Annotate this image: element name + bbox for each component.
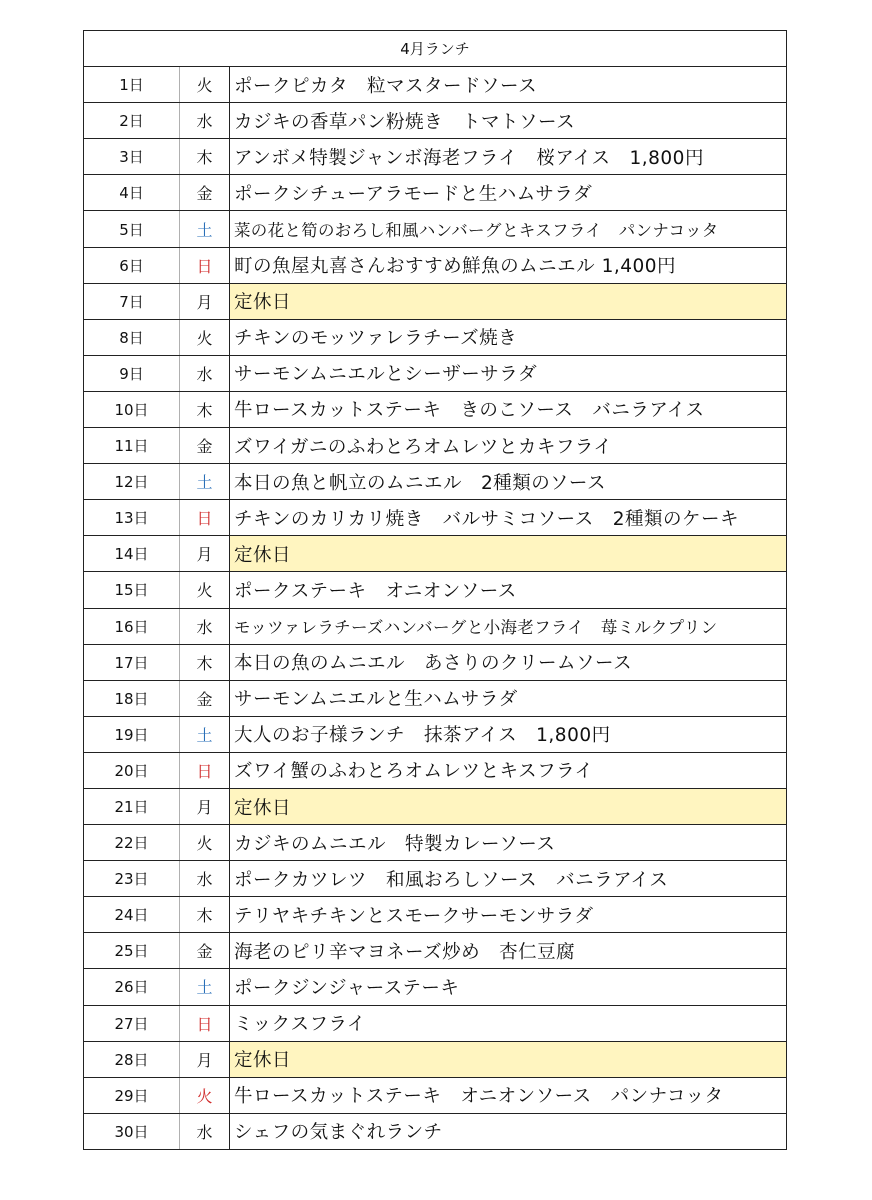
day-of-week: 木 <box>180 139 230 175</box>
day-date: 9日 <box>84 355 180 391</box>
day-row <box>84 247 787 283</box>
menu-title: 4月ランチ <box>84 31 787 67</box>
dish-name: サーモンムニエルとシーザーサラダ <box>230 355 787 391</box>
day-of-week: 木 <box>180 644 230 680</box>
lunch-menu-body <box>84 31 787 1150</box>
day-of-week: 金 <box>180 428 230 464</box>
dish-name: ミックスフライ <box>230 1005 787 1041</box>
day-of-week: 金 <box>180 933 230 969</box>
day-of-week: 日 <box>180 500 230 536</box>
day-row <box>84 464 787 500</box>
day-date: 10日 <box>84 391 180 427</box>
day-row <box>84 969 787 1005</box>
day-row <box>84 825 787 861</box>
day-of-week: 火 <box>180 572 230 608</box>
day-date: 3日 <box>84 139 180 175</box>
day-date: 23日 <box>84 861 180 897</box>
day-of-week: 木 <box>180 391 230 427</box>
day-date: 27日 <box>84 1005 180 1041</box>
dish-name: モッツァレラチーズハンバーグと小海老フライ 苺ミルクプリン <box>230 608 787 644</box>
dish-name: 菜の花と筍のおろし和風ハンバーグとキスフライ パンナコッタ <box>230 211 787 247</box>
day-date: 28日 <box>84 1041 180 1077</box>
day-date: 8日 <box>84 319 180 355</box>
day-row <box>84 355 787 391</box>
day-of-week: 土 <box>180 211 230 247</box>
day-date: 16日 <box>84 608 180 644</box>
day-of-week: 月 <box>180 536 230 572</box>
day-date: 6日 <box>84 247 180 283</box>
day-of-week: 水 <box>180 355 230 391</box>
title-row <box>84 31 787 67</box>
day-of-week: 月 <box>180 283 230 319</box>
day-row <box>84 680 787 716</box>
lunch-menu-table <box>83 30 787 1150</box>
day-of-week: 日 <box>180 752 230 788</box>
closed-day-label: 定休日 <box>230 1041 787 1077</box>
day-row <box>84 644 787 680</box>
day-row <box>84 391 787 427</box>
day-date: 22日 <box>84 825 180 861</box>
day-date: 11日 <box>84 428 180 464</box>
day-row <box>84 788 787 824</box>
day-date: 4日 <box>84 175 180 211</box>
day-of-week: 月 <box>180 788 230 824</box>
day-row <box>84 103 787 139</box>
day-row <box>84 1005 787 1041</box>
day-row <box>84 933 787 969</box>
day-date: 18日 <box>84 680 180 716</box>
day-of-week: 日 <box>180 1005 230 1041</box>
day-row <box>84 319 787 355</box>
day-row <box>84 175 787 211</box>
closed-day-label: 定休日 <box>230 788 787 824</box>
day-of-week: 月 <box>180 1041 230 1077</box>
day-of-week: 土 <box>180 716 230 752</box>
day-date: 25日 <box>84 933 180 969</box>
day-date: 29日 <box>84 1077 180 1113</box>
day-date: 20日 <box>84 752 180 788</box>
day-of-week: 火 <box>180 319 230 355</box>
day-of-week: 土 <box>180 464 230 500</box>
dish-name: ポークピカタ 粒マスタードソース <box>230 67 787 103</box>
dish-name: ズワイガニのふわとろオムレツとカキフライ <box>230 428 787 464</box>
dish-name: 大人のお子様ランチ 抹茶アイス 1,800円 <box>230 716 787 752</box>
day-of-week: 土 <box>180 969 230 1005</box>
dish-name: ズワイ蟹のふわとろオムレツとキスフライ <box>230 752 787 788</box>
day-row <box>84 861 787 897</box>
dish-name: ポークカツレツ 和風おろしソース バニラアイス <box>230 861 787 897</box>
day-of-week: 水 <box>180 103 230 139</box>
day-of-week: 火 <box>180 825 230 861</box>
dish-name: 本日の魚と帆立のムニエル 2種類のソース <box>230 464 787 500</box>
day-of-week: 水 <box>180 861 230 897</box>
day-date: 13日 <box>84 500 180 536</box>
day-row <box>84 572 787 608</box>
day-row <box>84 211 787 247</box>
day-of-week: 火 <box>180 67 230 103</box>
day-date: 24日 <box>84 897 180 933</box>
day-date: 17日 <box>84 644 180 680</box>
dish-name: 本日の魚のムニエル あさりのクリームソース <box>230 644 787 680</box>
day-row <box>84 283 787 319</box>
day-row <box>84 536 787 572</box>
day-row <box>84 428 787 464</box>
day-row <box>84 1077 787 1113</box>
day-row <box>84 500 787 536</box>
day-date: 7日 <box>84 283 180 319</box>
day-date: 14日 <box>84 536 180 572</box>
day-row <box>84 1113 787 1149</box>
day-row <box>84 1041 787 1077</box>
day-of-week: 火 <box>180 1077 230 1113</box>
day-date: 2日 <box>84 103 180 139</box>
day-of-week: 金 <box>180 680 230 716</box>
dish-name: 町の魚屋丸喜さんおすすめ鮮魚のムニエル 1,400円 <box>230 247 787 283</box>
dish-name: アンボメ特製ジャンボ海老フライ 桜アイス 1,800円 <box>230 139 787 175</box>
dish-name: カジキのムニエル 特製カレーソース <box>230 825 787 861</box>
day-of-week: 日 <box>180 247 230 283</box>
day-date: 30日 <box>84 1113 180 1149</box>
dish-name: チキンのモッツァレラチーズ焼き <box>230 319 787 355</box>
dish-name: ポークジンジャーステーキ <box>230 969 787 1005</box>
day-date: 19日 <box>84 716 180 752</box>
dish-name: 牛ロースカットステーキ きのこソース バニラアイス <box>230 391 787 427</box>
day-row <box>84 608 787 644</box>
closed-day-label: 定休日 <box>230 283 787 319</box>
dish-name: 海老のピリ辛マヨネーズ炒め 杏仁豆腐 <box>230 933 787 969</box>
day-date: 26日 <box>84 969 180 1005</box>
day-of-week: 金 <box>180 175 230 211</box>
day-date: 15日 <box>84 572 180 608</box>
day-of-week: 木 <box>180 897 230 933</box>
day-row <box>84 716 787 752</box>
dish-name: ポークステーキ オニオンソース <box>230 572 787 608</box>
day-row <box>84 752 787 788</box>
day-row <box>84 139 787 175</box>
day-row <box>84 67 787 103</box>
dish-name: チキンのカリカリ焼き バルサミコソース 2種類のケーキ <box>230 500 787 536</box>
day-date: 21日 <box>84 788 180 824</box>
dish-name: ポークシチューアラモードと生ハムサラダ <box>230 175 787 211</box>
dish-name: 牛ロースカットステーキ オニオンソース パンナコッタ <box>230 1077 787 1113</box>
closed-day-label: 定休日 <box>230 536 787 572</box>
dish-name: カジキの香草パン粉焼き トマトソース <box>230 103 787 139</box>
day-date: 12日 <box>84 464 180 500</box>
day-date: 1日 <box>84 67 180 103</box>
dish-name: テリヤキチキンとスモークサーモンサラダ <box>230 897 787 933</box>
day-of-week: 水 <box>180 608 230 644</box>
day-of-week: 水 <box>180 1113 230 1149</box>
day-date: 5日 <box>84 211 180 247</box>
dish-name: サーモンムニエルと生ハムサラダ <box>230 680 787 716</box>
dish-name: シェフの気まぐれランチ <box>230 1113 787 1149</box>
day-row <box>84 897 787 933</box>
